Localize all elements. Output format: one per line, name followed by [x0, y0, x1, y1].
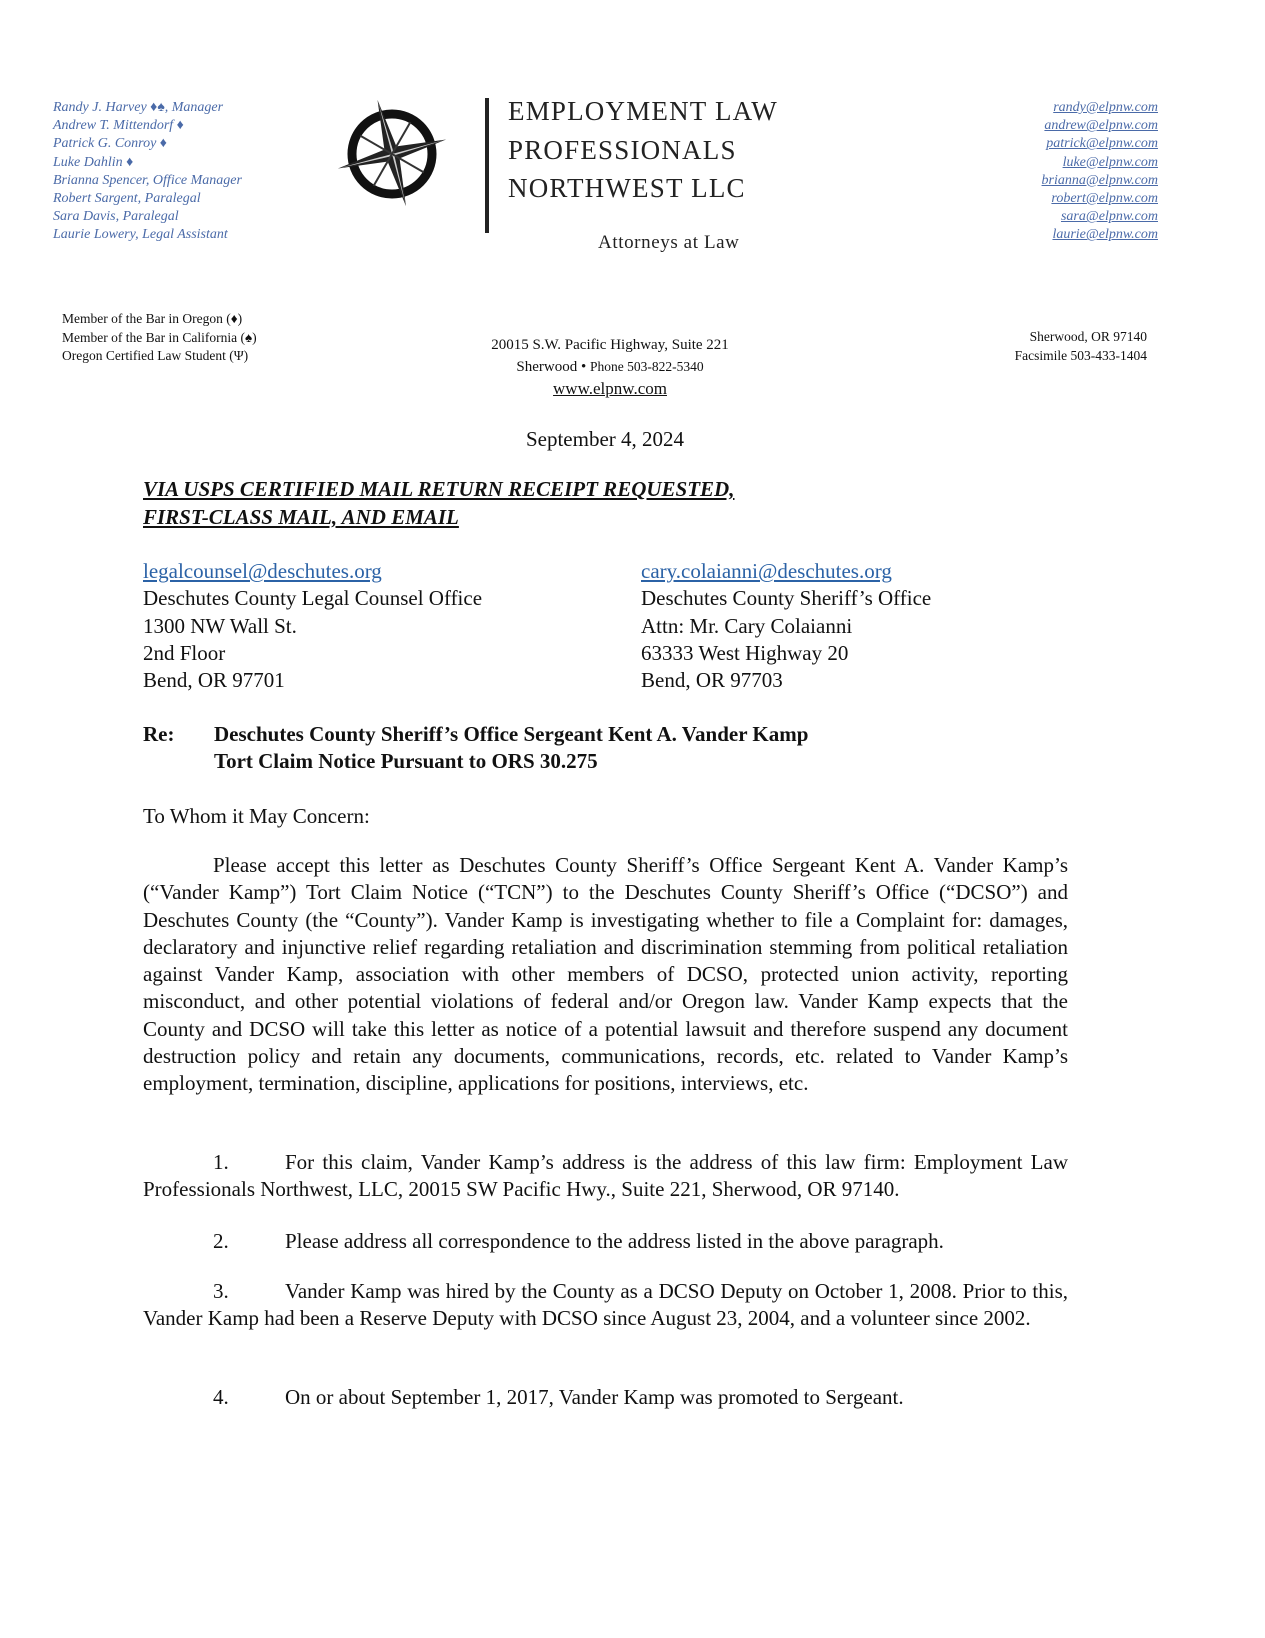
firm-name-line: NORTHWEST LLC — [508, 173, 746, 203]
email-link[interactable]: randy@elpnw.com — [1053, 100, 1158, 115]
delivery-line: FIRST-CLASS MAIL, AND EMAIL — [143, 505, 459, 529]
bar-note: Member of the Bar in Oregon (♦) — [62, 311, 243, 326]
re-label: Re: — [143, 722, 175, 746]
item-text: Please address all correspondence to the address listed in the above paragraph. — [285, 1229, 944, 1253]
recipient-line: 63333 West Highway 20 — [641, 640, 849, 665]
email-link[interactable]: luke@elpnw.com — [1062, 154, 1158, 170]
item-number: 1. — [213, 1150, 229, 1174]
re-line: Deschutes County Sheriff’s Office Sergeant Kent A. Vander Kamp — [214, 722, 809, 746]
subject-line — [143, 721, 808, 776]
item-text: On or about September 1, 2017, Vander Kamp was promoted to Sergeant. — [285, 1385, 904, 1409]
bar-notes — [62, 310, 257, 366]
staff-name: Sara Davis, Paralegal — [53, 209, 179, 225]
salutation: To Whom it May Concern: — [143, 804, 370, 828]
item-number: 2. — [213, 1229, 229, 1253]
tagline: Attorneys at Law — [598, 232, 740, 253]
phone: Phone 503-822-5340 — [589, 359, 704, 374]
recipient-line: Deschutes County Legal Counsel Office — [143, 586, 483, 611]
recipient-line: Deschutes County Sheriff’s Office — [641, 586, 932, 611]
recipient-line: Bend, OR 97701 — [143, 668, 285, 693]
staff-name: Laurie Lowery, Legal Assistant — [53, 227, 228, 243]
firm-name — [508, 92, 778, 208]
recipient-line: 2nd Floor — [143, 640, 226, 665]
email-link[interactable]: brianna@elpnw.com — [1041, 172, 1158, 188]
address-city: Sherwood • — [516, 359, 587, 375]
re-line: Tort Claim Notice Pursuant to ORS 30.275 — [214, 749, 598, 774]
divider — [485, 98, 489, 233]
bar-note: Oregon Certified Law Student (Ψ) — [62, 348, 249, 363]
numbered-item — [143, 1278, 1068, 1333]
staff-name: Robert Sargent, Paralegal — [53, 191, 201, 207]
email-link[interactable]: sara@elpnw.com — [1060, 209, 1158, 225]
staff-name: Patrick G. Conroy ♦ — [53, 136, 167, 152]
recipient-2 — [641, 558, 931, 694]
firm-name-line: EMPLOYMENT LAW — [508, 96, 778, 126]
fax: Facsimile 503-433-1404 — [1014, 347, 1147, 363]
item-number: 4. — [213, 1385, 229, 1409]
letter-date: September 4, 2024 — [525, 427, 685, 451]
recipient-email[interactable]: cary.colaianni@deschutes.org — [641, 559, 892, 583]
staff-list — [53, 99, 242, 245]
email-link[interactable]: patrick@elpnw.com — [1046, 136, 1158, 152]
firm-location — [1015, 328, 1147, 365]
city-state: Sherwood, OR 97140 — [1029, 329, 1147, 344]
firm-name-line: PROFESSIONALS — [508, 134, 737, 165]
email-link[interactable]: laurie@elpnw.com — [1052, 227, 1158, 243]
recipient-1 — [143, 558, 482, 694]
email-list — [1042, 99, 1158, 245]
recipient-email[interactable]: legalcounsel@deschutes.org — [143, 559, 382, 583]
staff-name: Andrew T. Mittendorf ♦ — [53, 118, 184, 134]
item-text: Vander Kamp was hired by the County as a DCSO Deputy on October 1, 2008. Prior to this, Vander Kamp had been a Reserve Deputy with DCSO since August 23, 2004, and a volunteer since 2002. — [143, 1279, 1068, 1331]
firm-address — [440, 335, 780, 399]
intro-paragraph: Please accept this letter as Deschutes County Sheriff’s Office Sergeant Kent A. Vander Kamp’s (“Vander Kamp”) Tort Claim Notice (“TCN”) to the Deschutes County Sheriff’s Office (“DCSO”) and Deschutes County (the “County”). Vander Kamp is investigating whether to file a Complaint for: damages, declaratory and injunctive relief regarding retaliation and discrimination stemming from political retaliation against Vander Kamp, association with other members of DCSO, protected union activity, reporting misconduct, and other potential violations of federal and/or Oregon law. Vander Kamp expects that the County and DCSO will take this letter as notice of a potential lawsuit and therefore suspend any document destruction policy and retain any documents, communications, records, etc. related to Vander Kamp’s employment, termination, discipline, applications for positions, interviews, etc. — [143, 853, 1068, 1096]
staff-name: Randy J. Harvey ♦♠, Manager — [53, 100, 224, 115]
delivery-line: VIA USPS CERTIFIED MAIL RETURN RECEIPT REQUESTED, — [143, 477, 735, 501]
email-link[interactable]: robert@elpnw.com — [1051, 191, 1158, 207]
staff-name: Brianna Spencer, Office Manager — [53, 172, 242, 188]
staff-name: Luke Dahlin ♦ — [53, 154, 134, 170]
website-link[interactable]: www.elpnw.com — [553, 379, 667, 398]
item-text: For this claim, Vander Kamp’s address is the address of this law firm: Employment Law Professionals Northwest, LLC, 20015 SW Pacific Hwy., Suite 221, Sherwood, OR 97140. — [143, 1150, 1068, 1202]
email-link[interactable]: andrew@elpnw.com — [1044, 118, 1158, 134]
bar-note: Member of the Bar in California (♠) — [62, 329, 257, 345]
numbered-item — [143, 1149, 1068, 1204]
recipient-line: Bend, OR 97703 — [641, 668, 783, 693]
address-line: 20015 S.W. Pacific Highway, Suite 221 — [491, 337, 729, 353]
delivery-method — [143, 475, 734, 531]
recipient-line: Attn: Mr. Cary Colaianni — [641, 613, 853, 638]
item-number: 3. — [213, 1279, 229, 1303]
recipient-line: 1300 NW Wall St. — [143, 613, 297, 638]
compass-logo-icon — [336, 96, 448, 208]
numbered-item — [143, 1228, 1068, 1255]
numbered-item — [143, 1384, 1068, 1411]
